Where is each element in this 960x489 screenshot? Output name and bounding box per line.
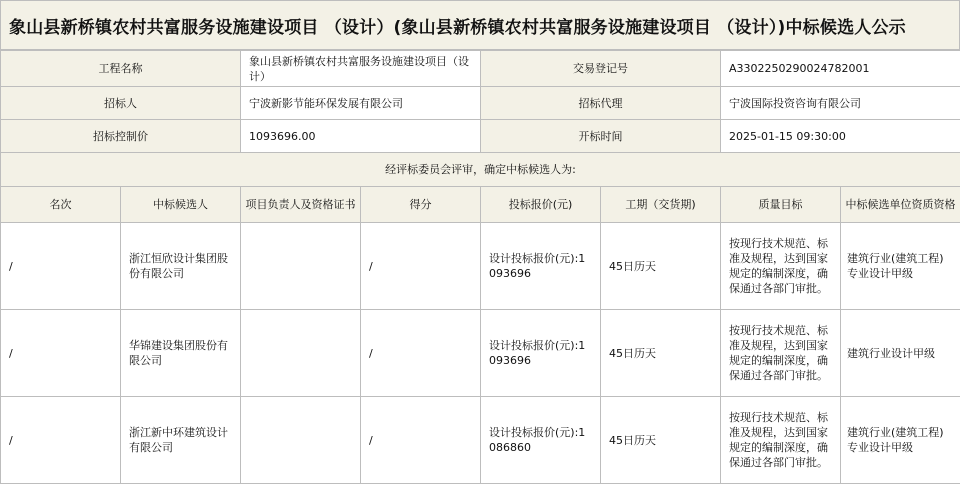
score-cell: / xyxy=(361,397,481,484)
candidate-cell: 浙江恒欣设计集团股份有限公司 xyxy=(121,223,241,310)
manager-cell xyxy=(241,223,361,310)
project-name-value: 象山县新桥镇农村共富服务设施建设项目（设计） xyxy=(241,51,481,87)
info-row-price xyxy=(1,120,960,153)
agent-value: 宁波国际投资咨询有限公司 xyxy=(721,87,960,120)
evaluation-note: 经评标委员会评审，确定中标候选人为: xyxy=(1,153,960,187)
qualification-cell: 建筑行业(建筑工程)专业设计甲级 xyxy=(841,397,960,484)
table-row xyxy=(1,223,960,310)
announcement-table xyxy=(0,50,960,484)
table-row xyxy=(1,310,960,397)
manager-cell xyxy=(241,310,361,397)
open-time-label: 开标时间 xyxy=(481,120,721,153)
evaluation-note-row xyxy=(1,153,960,187)
page-title: 象山县新桥镇农村共富服务设施建设项目 （设计）(象山县新桥镇农村共富服务设施建设项目 （设计）)中标候选人公示 xyxy=(9,17,906,38)
col-header-qualification: 中标候选单位资质资格 xyxy=(841,187,960,223)
price-cell: 设计投标报价(元):1093696 xyxy=(481,223,601,310)
table-row xyxy=(1,397,960,484)
rank-cell: / xyxy=(1,397,121,484)
table-header-row xyxy=(1,187,960,223)
title-bar xyxy=(0,0,960,50)
period-cell: 45日历天 xyxy=(601,223,721,310)
quality-cell: 按现行技术规范、标准及规程，达到国家规定的编制深度，确保通过各部门审批。 xyxy=(721,310,841,397)
col-header-candidate: 中标候选人 xyxy=(121,187,241,223)
rank-cell: / xyxy=(1,223,121,310)
col-header-price: 投标报价(元) xyxy=(481,187,601,223)
qualification-cell: 建筑行业设计甲级 xyxy=(841,310,960,397)
agent-label: 招标代理 xyxy=(481,87,721,120)
col-header-manager: 项目负责人及资格证书 xyxy=(241,187,361,223)
period-cell: 45日历天 xyxy=(601,397,721,484)
candidate-cell: 浙江新中环建筑设计有限公司 xyxy=(121,397,241,484)
period-cell: 45日历天 xyxy=(601,310,721,397)
qualification-cell: 建筑行业(建筑工程)专业设计甲级 xyxy=(841,223,960,310)
price-cell: 设计投标报价(元):1086860 xyxy=(481,397,601,484)
manager-cell xyxy=(241,397,361,484)
project-name-label: 工程名称 xyxy=(1,51,241,87)
price-cell: 设计投标报价(元):1093696 xyxy=(481,310,601,397)
rank-cell: / xyxy=(1,310,121,397)
score-cell: / xyxy=(361,310,481,397)
col-header-rank: 名次 xyxy=(1,187,121,223)
tenderer-value: 宁波新影节能环保发展有限公司 xyxy=(241,87,481,120)
info-row-project xyxy=(1,51,960,87)
score-cell: / xyxy=(361,223,481,310)
quality-cell: 按现行技术规范、标准及规程，达到国家规定的编制深度，确保通过各部门审批。 xyxy=(721,397,841,484)
control-price-value: 1093696.00 xyxy=(241,120,481,153)
col-header-quality: 质量目标 xyxy=(721,187,841,223)
control-price-label: 招标控制价 xyxy=(1,120,241,153)
registration-no-value: A3302250290024782001 xyxy=(721,51,960,87)
open-time-value: 2025-01-15 09:30:00 xyxy=(721,120,960,153)
quality-cell: 按现行技术规范、标准及规程，达到国家规定的编制深度，确保通过各部门审批。 xyxy=(721,223,841,310)
col-header-score: 得分 xyxy=(361,187,481,223)
info-row-tenderer xyxy=(1,87,960,120)
col-header-period: 工期（交货期) xyxy=(601,187,721,223)
candidate-cell: 华锦建设集团股份有限公司 xyxy=(121,310,241,397)
tenderer-label: 招标人 xyxy=(1,87,241,120)
registration-no-label: 交易登记号 xyxy=(481,51,721,87)
